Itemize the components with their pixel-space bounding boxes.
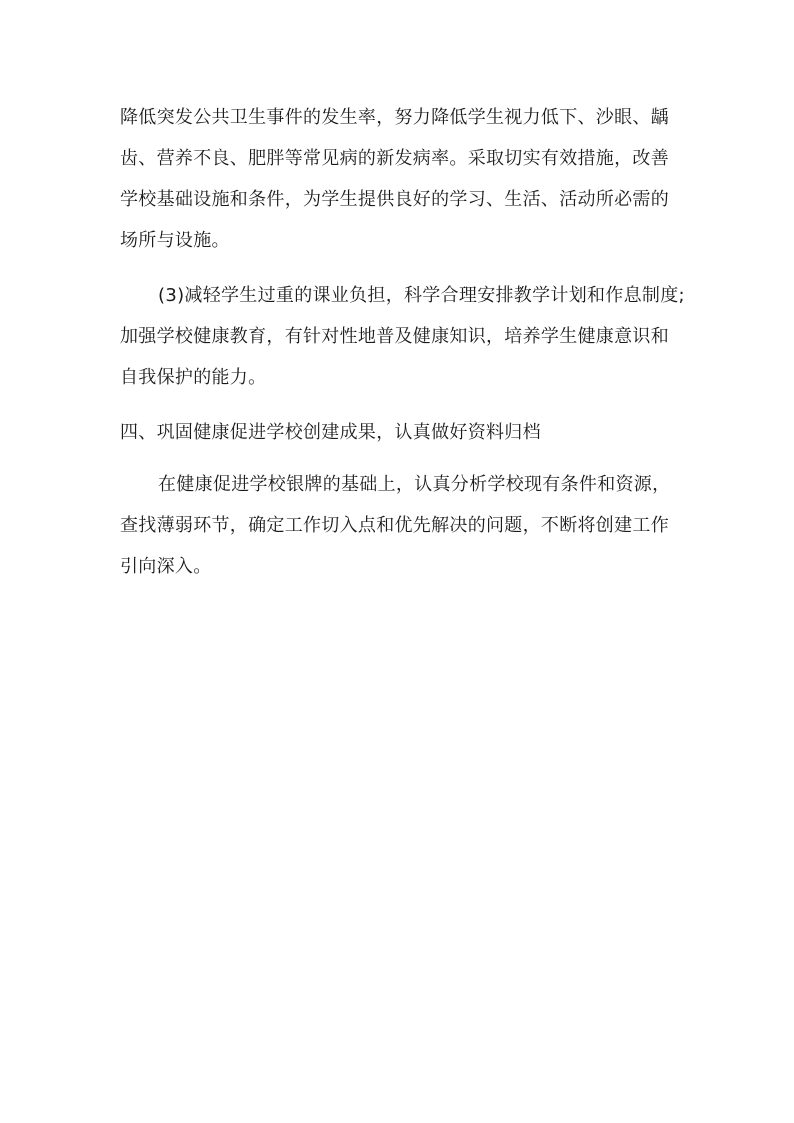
- paragraph-3-line-1: 在健康促进学校银牌的基础上，认真分析学校现有条件和资源，: [158, 474, 671, 495]
- paragraph-1-line-2: 齿、营养不良、肥胖等常见病的新发病率。采取切实有效措施，改善: [120, 148, 669, 169]
- paragraph-3-line-3: 引向深入。: [120, 556, 212, 577]
- paragraph-1-line-1: 降低突发公共卫生事件的发生率，努力降低学生视力低下、沙眼、龋: [120, 107, 669, 128]
- section-heading: 四、巩固健康促进学校创建成果，认真做好资料归档: [120, 422, 541, 443]
- paragraph-3-line-2: 查找薄弱环节，确定工作切入点和优先解决的问题，不断将创建工作: [120, 515, 669, 536]
- paragraph-2-line-2: 加强学校健康教育，有针对性地普及健康知识，培养学生健康意识和: [120, 326, 669, 347]
- paragraph-2-line-3: 自我保护的能力。: [120, 367, 267, 388]
- paragraph-1-line-3: 学校基础设施和条件，为学生提供良好的学习、生活、活动所必需的: [120, 189, 669, 210]
- paragraph-2-line-1: (3)减轻学生过重的课业负担，科学合理安排教学计划和作息制度;: [158, 285, 685, 306]
- paragraph-1-line-4: 场所与设施。: [120, 230, 230, 251]
